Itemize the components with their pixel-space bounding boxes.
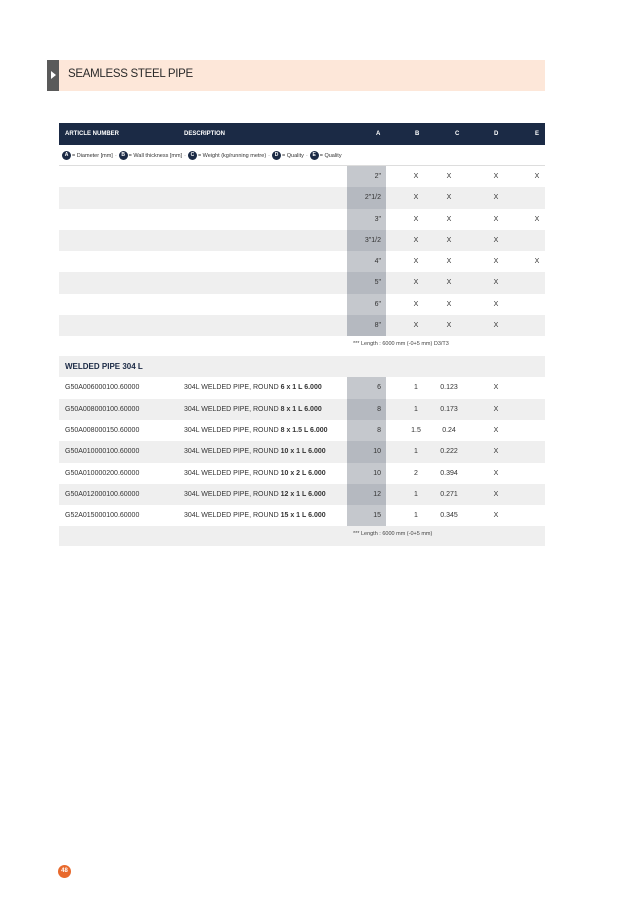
- header-e: E: [535, 131, 540, 137]
- cell-e: X: [534, 215, 540, 223]
- cell-d: X: [493, 490, 499, 498]
- description-size: 8 x 1 L 6.000: [280, 405, 322, 413]
- cell-d: X: [493, 194, 499, 202]
- cell-b: X: [413, 300, 419, 308]
- cell-c: 0.271: [440, 490, 458, 498]
- description-size: 15 x 1 L 6.000: [280, 512, 326, 520]
- cell-b: X: [413, 236, 419, 244]
- cell-b: 1: [414, 405, 418, 413]
- cell-d: X: [493, 215, 499, 223]
- header-article-number: ARTICLE NUMBER: [65, 131, 119, 137]
- cell-b: X: [413, 173, 419, 180]
- legend-key-badge: E: [310, 151, 319, 160]
- cell-a: 2"1/2: [364, 194, 381, 202]
- welded-note: *** Length : 6000 mm (-0+5 mm): [59, 526, 545, 546]
- cell-d: X: [493, 448, 499, 456]
- description-text: 304L WELDED PIPE, ROUND: [184, 448, 281, 456]
- table-row: [59, 187, 545, 208]
- table-row: [59, 315, 545, 336]
- cell-b: 1: [414, 512, 418, 520]
- product-table: [59, 123, 545, 546]
- table-row: [59, 377, 545, 398]
- cell-description: [184, 512, 326, 519]
- cell-a: 2": [374, 173, 381, 180]
- section-banner: [47, 60, 545, 91]
- cell-article-number: G50A010000200.60000: [65, 469, 140, 477]
- cell-c: 0.222: [440, 448, 458, 456]
- description-size: 6 x 1 L 6.000: [280, 384, 322, 392]
- cell-description: [184, 427, 328, 434]
- welded-section-title: WELDED PIPE 304 L: [59, 356, 545, 377]
- legend-text: = Wall thickness [mm]: [128, 152, 183, 159]
- table-row: [59, 294, 545, 315]
- table-row: [59, 399, 545, 420]
- cell-a: 8": [374, 322, 381, 330]
- legend-key-badge: C: [188, 151, 197, 160]
- legend-key-badge: A: [62, 151, 71, 160]
- legend-text: = Diameter [mm]: [72, 152, 113, 159]
- cell-article-number: G50A010000100.60000: [65, 448, 140, 456]
- cell-b: 1: [414, 384, 418, 392]
- section-title: SEAMLESS STEEL PIPE: [68, 68, 193, 80]
- legend-text: = Quality: [282, 152, 304, 159]
- table-row: [59, 463, 545, 484]
- description-text: 304L WELDED PIPE, ROUND: [184, 490, 281, 498]
- legend-text: = Weight (kg/running metre): [197, 152, 267, 159]
- page-number: 48: [58, 865, 71, 878]
- description-text: 304L WELDED PIPE, ROUND: [184, 384, 281, 392]
- cell-d: X: [493, 384, 499, 392]
- cell-b: 1: [414, 448, 418, 456]
- table-row: [59, 251, 545, 272]
- cell-c: X: [446, 322, 452, 330]
- table-row: [59, 484, 545, 505]
- cell-d: X: [493, 512, 499, 520]
- table-row: [59, 420, 545, 441]
- cell-a: 12: [373, 490, 381, 498]
- cell-article-number: G50A012000100.60000: [65, 490, 140, 498]
- legend-item: [272, 153, 304, 159]
- header-description: DESCRIPTION: [184, 131, 226, 137]
- cell-e: X: [534, 173, 540, 180]
- cell-c: 0.345: [440, 512, 458, 520]
- cell-c: X: [446, 300, 452, 308]
- cell-b: 1.5: [411, 426, 421, 434]
- cell-a: 6: [377, 384, 381, 392]
- cell-d: X: [493, 322, 499, 330]
- legend-separator: -: [268, 152, 271, 159]
- description-size: 10 x 2 L 6.000: [280, 469, 326, 477]
- cell-d: X: [493, 279, 499, 287]
- cell-b: X: [413, 215, 419, 223]
- cell-b: X: [413, 258, 419, 266]
- cell-c: 0.173: [440, 405, 458, 413]
- legend-separator: -: [184, 152, 186, 159]
- cell-a: 10: [373, 469, 381, 477]
- cell-description: [184, 470, 326, 477]
- cell-article-number: G50A008000100.60000: [65, 405, 140, 413]
- table-row: [59, 230, 545, 251]
- description-text: 304L WELDED PIPE, ROUND: [184, 469, 281, 477]
- cell-e: X: [534, 258, 540, 266]
- cell-a: 8: [377, 405, 381, 413]
- header-c: C: [455, 131, 460, 137]
- legend-item: [188, 153, 266, 159]
- header-a: A: [376, 131, 381, 137]
- legend-item: [62, 153, 113, 159]
- seamless-note: *** Length : 6000 mm (-0+5 mm) D3/T3: [353, 341, 449, 348]
- table-row: [59, 209, 545, 230]
- cell-c: X: [446, 258, 452, 266]
- cell-c: X: [446, 194, 452, 202]
- cell-d: X: [493, 426, 499, 434]
- cell-c: 0.123: [440, 384, 458, 392]
- legend: [59, 145, 545, 166]
- description-size: 12 x 1 L 6.000: [280, 490, 326, 498]
- cell-d: X: [493, 300, 499, 308]
- cell-a: 15: [373, 512, 381, 520]
- description-size: 8 x 1.5 L 6.000: [280, 426, 328, 434]
- triangle-right-icon: [51, 71, 56, 79]
- table-row: [59, 441, 545, 462]
- description-text: 304L WELDED PIPE, ROUND: [184, 405, 281, 413]
- cell-d: X: [493, 236, 499, 244]
- cell-b: 2: [414, 469, 418, 477]
- cell-article-number: G50A006000100.60000: [65, 384, 140, 392]
- cell-d: X: [493, 405, 499, 413]
- cell-a: 6": [374, 300, 381, 308]
- cell-a: 3": [374, 215, 381, 223]
- cell-a: 10: [373, 448, 381, 456]
- legend-item: [119, 153, 182, 159]
- cell-c: X: [446, 215, 452, 223]
- description-text: 304L WELDED PIPE, ROUND: [184, 512, 281, 520]
- table-row: [59, 505, 545, 526]
- cell-b: X: [413, 194, 419, 202]
- cell-article-number: G52A015000100.60000: [65, 512, 140, 520]
- legend-key-badge: B: [119, 151, 128, 160]
- cell-c: 0.24: [442, 426, 456, 434]
- cell-a: 5": [374, 279, 381, 287]
- cell-description: [184, 491, 326, 498]
- cell-d: X: [493, 258, 499, 266]
- legend-item: [310, 153, 342, 159]
- cell-description: [184, 406, 322, 413]
- cell-a: 3"1/2: [364, 236, 381, 244]
- cell-description: [184, 448, 326, 455]
- cell-b: X: [413, 279, 419, 287]
- legend-text: = Quality: [319, 152, 342, 159]
- cell-d: X: [493, 173, 499, 180]
- cell-b: X: [413, 322, 419, 330]
- cell-c: X: [446, 173, 452, 180]
- table-row: [59, 166, 545, 187]
- description-size: 10 x 1 L 6.000: [280, 448, 326, 456]
- header-b: B: [415, 131, 420, 137]
- header-d: D: [494, 131, 499, 137]
- legend-separator: -: [305, 152, 308, 159]
- banner-tab: [47, 60, 59, 91]
- cell-article-number: G50A008000150.60000: [65, 426, 140, 434]
- cell-d: X: [493, 469, 499, 477]
- legend-key-badge: D: [272, 151, 281, 160]
- cell-c: 0.394: [440, 469, 458, 477]
- cell-a: 4": [374, 258, 381, 266]
- table-row: [59, 272, 545, 293]
- cell-a: 8: [377, 426, 381, 434]
- cell-b: 1: [414, 490, 418, 498]
- cell-description: [184, 384, 322, 391]
- legend-separator: -: [114, 152, 117, 159]
- cell-c: X: [446, 279, 452, 287]
- description-text: 304L WELDED PIPE, ROUND: [184, 426, 281, 434]
- table-header: [59, 123, 545, 145]
- cell-c: X: [446, 236, 452, 244]
